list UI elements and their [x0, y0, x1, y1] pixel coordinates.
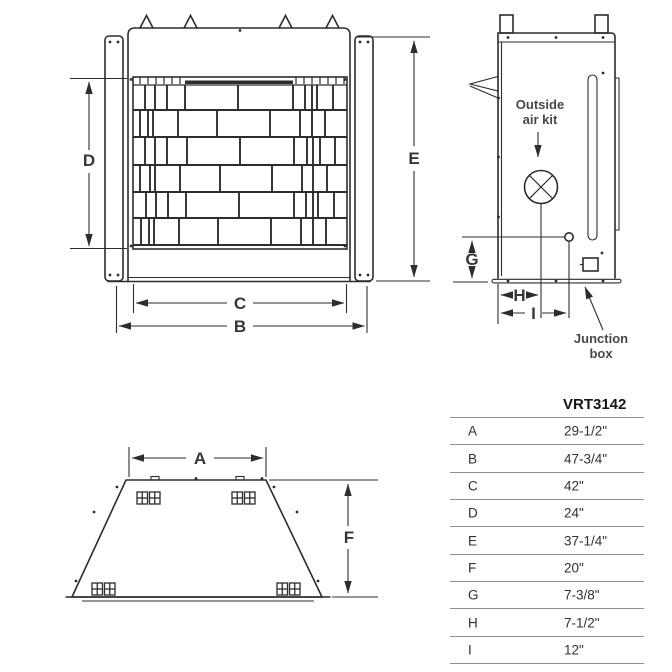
- outside-air-kit-label-line2: air kit: [522, 112, 558, 127]
- row-key: A: [468, 423, 478, 439]
- row-key: E: [468, 533, 478, 549]
- dim-label-d: D: [82, 151, 96, 170]
- junction-box-label-line2: box: [589, 346, 613, 361]
- dimension-table-rows: [450, 417, 644, 664]
- table-row: [450, 527, 644, 554]
- row-value: 12": [564, 642, 584, 658]
- gas-inlet: [565, 233, 573, 241]
- dim-label-c: C: [233, 294, 247, 313]
- table-row: [450, 637, 644, 664]
- dim-label-i: I: [531, 304, 536, 323]
- brick-pattern: [133, 85, 347, 245]
- side-tab-left: [500, 15, 513, 33]
- dimension-F: [269, 480, 378, 597]
- table-row: [450, 473, 644, 500]
- vent-grilles: [92, 492, 300, 595]
- dim-label-e: E: [408, 149, 420, 168]
- model-header: VRT3142: [563, 396, 627, 413]
- outside-air-kit: [516, 97, 564, 204]
- row-value: 37-1/4": [564, 533, 608, 549]
- junction-box-label-line1: Junction: [573, 331, 629, 346]
- row-value: 24": [564, 505, 584, 521]
- front-view-drawing: [70, 16, 430, 337]
- outside-air-kit-icon: [525, 171, 558, 204]
- left-flange: [105, 36, 123, 281]
- dim-label-b: B: [233, 317, 247, 336]
- table-row: [450, 582, 644, 609]
- dim-label-a: A: [193, 449, 207, 468]
- top-view-drawing: [66, 447, 378, 601]
- dim-label-g: G: [465, 250, 479, 269]
- side-view-drawing: [453, 15, 628, 361]
- row-value: 47-3/4": [564, 451, 608, 467]
- top-bump-left: [151, 477, 159, 481]
- right-flange: [355, 36, 373, 281]
- dimension-G: [453, 241, 488, 282]
- row-key: F: [468, 560, 477, 576]
- row-value: 29-1/2": [564, 423, 608, 439]
- row-value: 7-1/2": [564, 615, 600, 631]
- junction-box: [583, 258, 598, 271]
- dimension-A: [129, 447, 266, 477]
- top-view-outline: [72, 480, 322, 597]
- dimension-I: [501, 304, 566, 323]
- row-key: I: [468, 642, 472, 658]
- row-key: G: [468, 587, 479, 603]
- dimension-C: [134, 284, 347, 313]
- table-row: [450, 418, 644, 445]
- row-value: 42": [564, 478, 584, 494]
- wall-bracket: [470, 77, 498, 99]
- row-key: H: [468, 615, 478, 631]
- table-row: [450, 500, 644, 527]
- top-bump-right: [236, 477, 244, 481]
- row-key: D: [468, 505, 478, 521]
- dim-label-h: H: [513, 286, 526, 305]
- dim-label-f: F: [343, 528, 355, 547]
- table-row: [450, 445, 644, 472]
- table-row: [450, 609, 644, 636]
- lintel-bar: [185, 81, 293, 85]
- front-body-outline: [128, 28, 350, 281]
- outside-air-kit-label-line1: Outside: [515, 97, 565, 112]
- row-value: 7-3/8": [564, 587, 600, 603]
- junction-box-leader: [585, 287, 603, 330]
- row-key: B: [468, 451, 478, 467]
- side-tab-right: [595, 15, 608, 33]
- dimension-table: [450, 392, 644, 664]
- table-row: [450, 555, 644, 582]
- side-slot: [588, 75, 597, 240]
- top-tabs: [140, 16, 339, 29]
- row-key: C: [468, 478, 478, 494]
- row-value: 20": [564, 560, 584, 576]
